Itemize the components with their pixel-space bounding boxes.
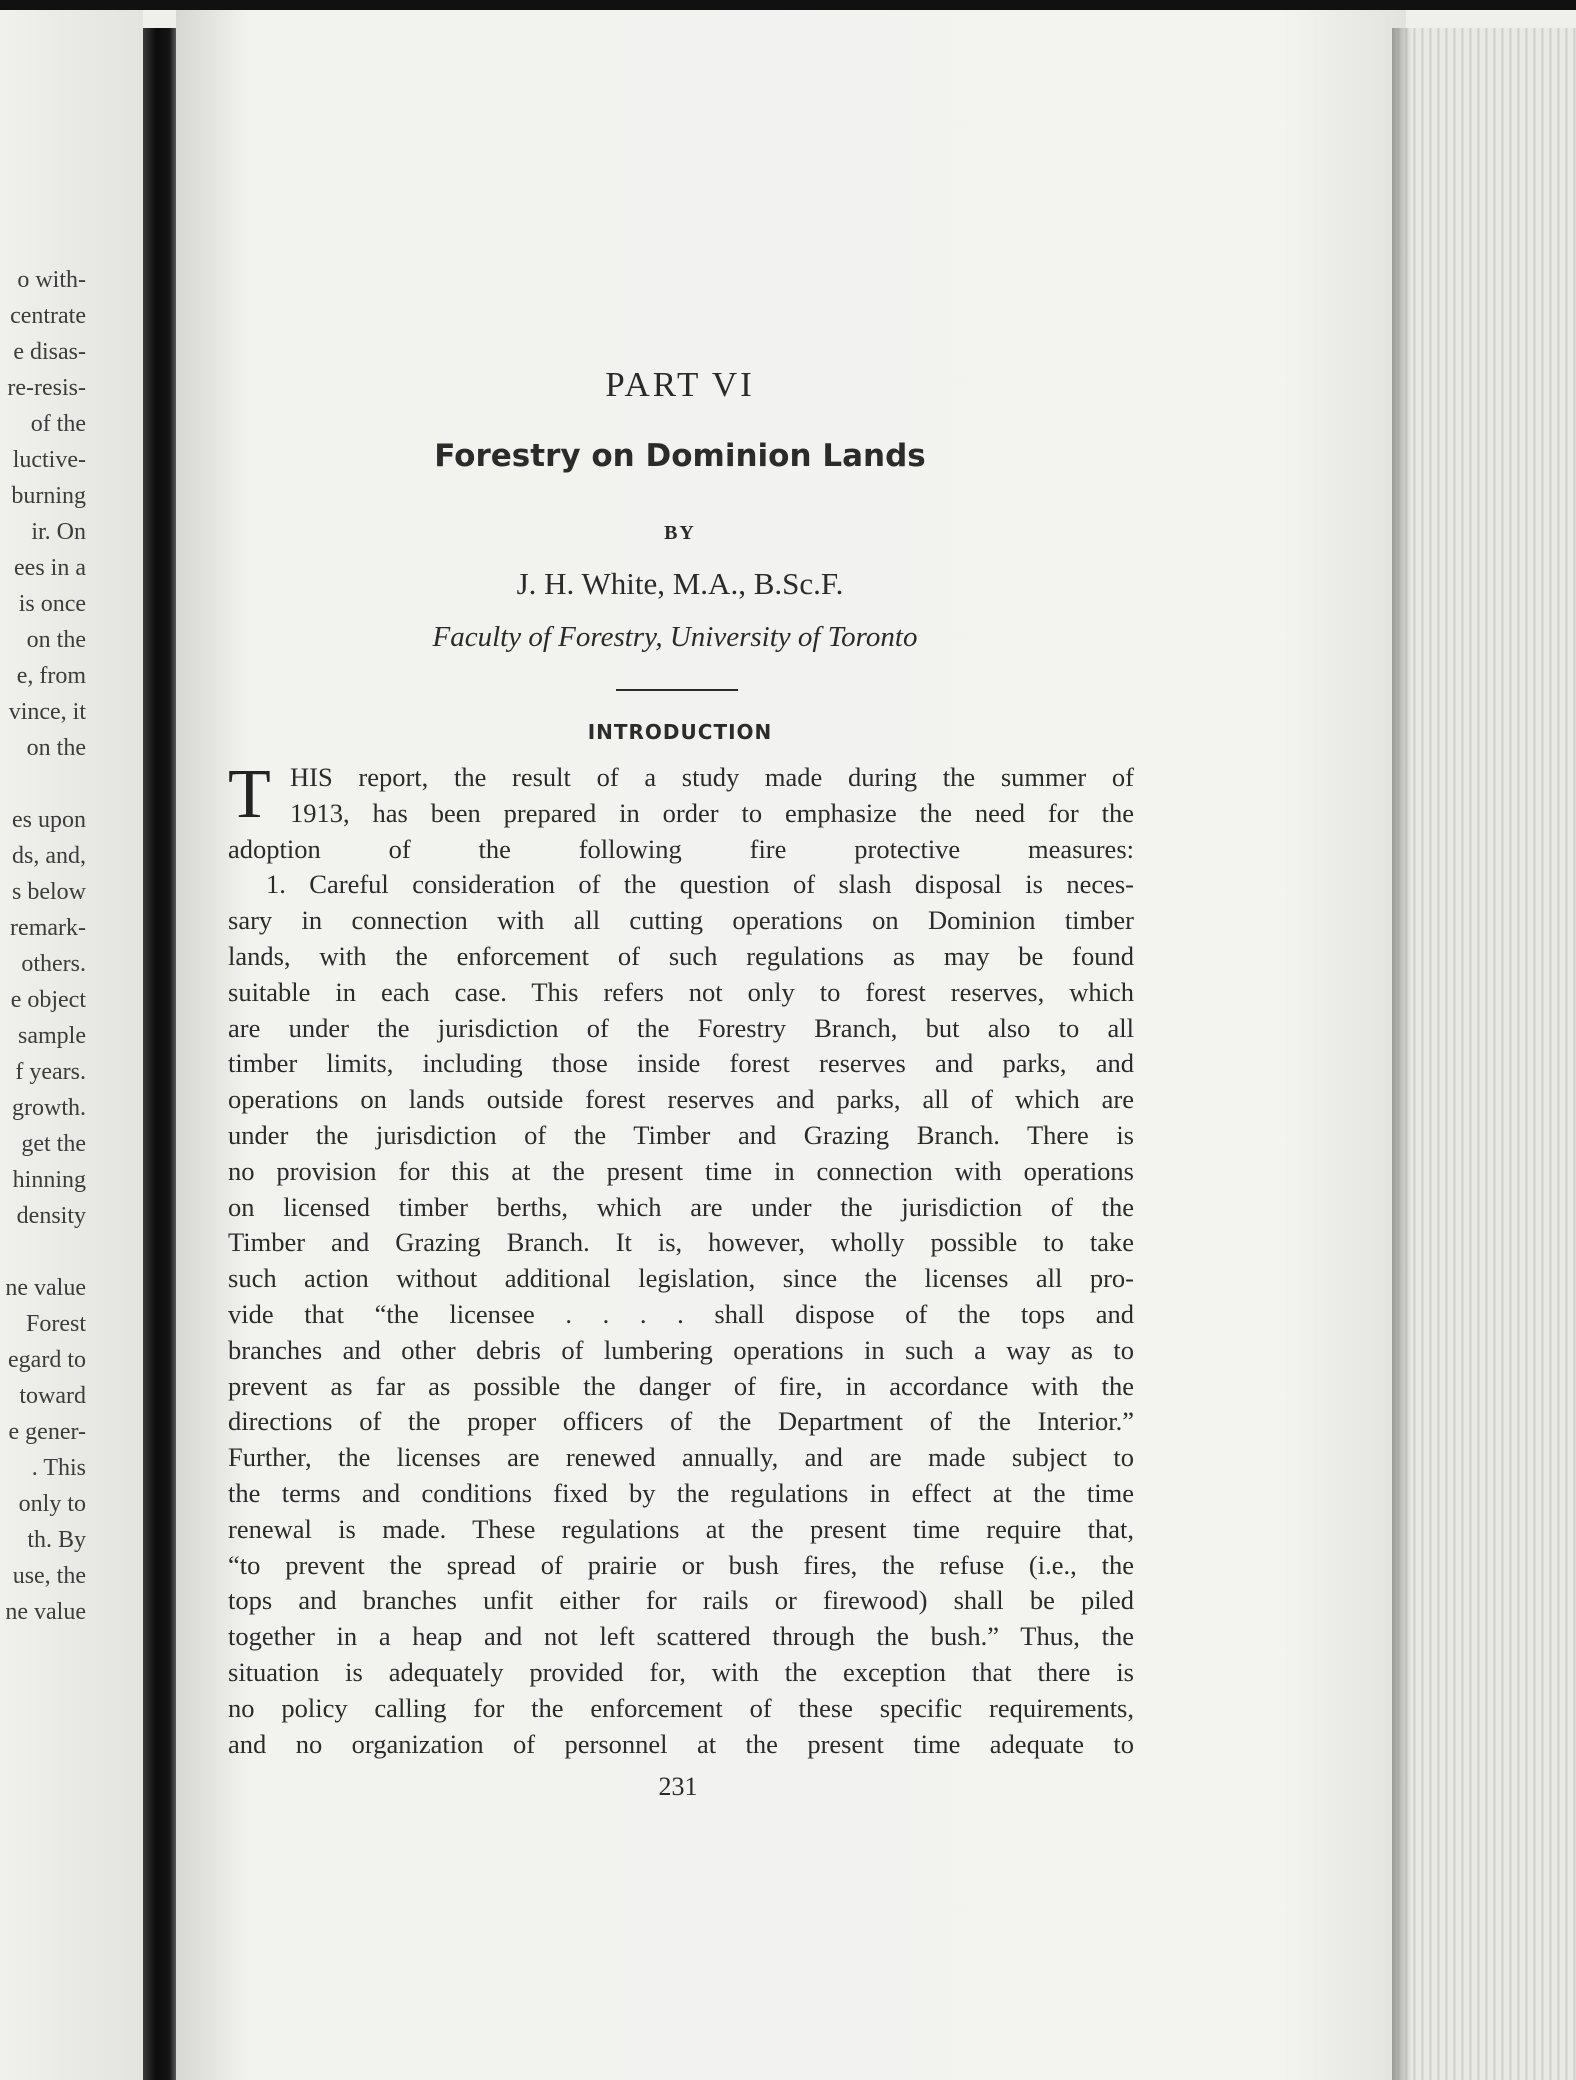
left-page-line: ne value: [5, 1275, 86, 1301]
body-line: HIS report, the result of a study made during the summer of: [290, 762, 1134, 792]
author-name: J. H. White, M.A., B.Sc.F.: [516, 566, 844, 601]
left-page-line: is once: [18, 591, 86, 617]
left-page-line: e object: [10, 987, 86, 1013]
page-number: 231: [658, 1772, 698, 1801]
body-line: 1. Careful consideration of the question of slash disposal is neces-: [266, 869, 1134, 900]
body-line: no provision for this at the present time in connection with operations: [228, 1155, 1134, 1186]
left-page-line: vince, it: [8, 699, 86, 725]
body-text: [228, 756, 1134, 1762]
body-line: timber limits, including those inside forest reserves and parks, and: [228, 1048, 1134, 1079]
section-heading: INTRODUCTION: [587, 720, 773, 744]
book-spine: [143, 28, 176, 2080]
left-page-line: luctive-: [12, 447, 86, 473]
left-page-line: burning: [11, 483, 86, 509]
left-page-line: o with-: [17, 267, 86, 293]
left-page-line: remark-: [10, 915, 86, 941]
left-page-line: on the: [26, 627, 86, 653]
body-line: renewal is made. These regulations at the present time require that,: [228, 1513, 1134, 1544]
body-line: on licensed timber berths, which are under the jurisdiction of the: [228, 1191, 1134, 1222]
left-page-line: es upon: [12, 807, 86, 833]
page-stack: [1392, 28, 1576, 2080]
left-page-line: s below: [12, 879, 86, 905]
left-page-line: growth.: [12, 1095, 86, 1121]
left-page-line: toward: [19, 1383, 86, 1409]
body-line: Further, the licenses are renewed annually, and are made subject to: [228, 1442, 1134, 1473]
body-line: operations on lands outside forest reserves and parks, all of which are: [228, 1084, 1134, 1115]
left-page-line: ir. On: [31, 519, 86, 545]
left-page-line: e gener-: [8, 1419, 86, 1445]
byline-label: BY: [664, 522, 696, 544]
body-line: under the jurisdiction of the Timber and Grazing Branch. There is: [228, 1119, 1134, 1150]
left-page-line: ees in a: [14, 555, 86, 581]
body-line: situation is adequately provided for, with the exception that there is: [228, 1656, 1134, 1687]
page-stack-shade: [1392, 28, 1412, 2080]
body-line: prevent as far as possible the danger of fire, in accordance with the: [228, 1370, 1134, 1401]
body-line: directions of the proper officers of the Department of the Interior.”: [228, 1406, 1134, 1437]
left-page-line: density: [16, 1203, 86, 1229]
left-page-line: th. By: [27, 1527, 86, 1553]
left-page-line: e, from: [16, 663, 86, 689]
body-line: 1913, has been prepared in order to emphasize the need for the: [290, 797, 1134, 828]
left-page-line: use, the: [12, 1563, 86, 1589]
left-page-line: f years.: [15, 1059, 86, 1085]
left-page-line: of the: [30, 411, 86, 437]
body-line: Timber and Grazing Branch. It is, however, wholly possible to take: [228, 1227, 1134, 1258]
body-line: adoption of the following fire protective measures:: [228, 833, 1134, 864]
left-page-line: e disas-: [13, 339, 86, 365]
drop-cap: T: [228, 756, 271, 833]
left-page-text: [0, 262, 86, 1630]
body-line: together in a heap and not left scattered through the bush.” Thus, the: [228, 1621, 1134, 1652]
left-page-line: . This: [31, 1455, 86, 1481]
left-page-line: hinning: [12, 1167, 86, 1193]
left-page-line: sample: [18, 1023, 86, 1049]
left-page-line: only to: [18, 1491, 86, 1517]
left-page-line: ds, and,: [12, 843, 86, 869]
part-title: PART VI: [605, 365, 755, 404]
left-page-line: re-resis-: [7, 375, 86, 401]
author-affiliation: Faculty of Forestry, University of Toronto: [432, 621, 918, 653]
left-page-line: get the: [21, 1131, 86, 1157]
left-page-line: on the: [26, 735, 86, 761]
left-page-line: ne value: [5, 1599, 86, 1625]
body-line: vide that “the licensee . . . . shall dispose of the tops and: [228, 1298, 1134, 1329]
left-page-line: [0, 766, 86, 802]
left-page-line: Forest: [26, 1311, 86, 1337]
body-line: such action without additional legislation, since the licenses all pro-: [228, 1263, 1134, 1294]
left-page-line: others.: [21, 951, 86, 977]
top-edge: [0, 0, 1576, 10]
body-line: tops and branches unfit either for rails or firewood) shall be piled: [228, 1585, 1134, 1616]
body-line: are under the jurisdiction of the Forestry Branch, but also to all: [228, 1012, 1134, 1043]
body-line: branches and other debris of lumbering operations in such a way as to: [228, 1334, 1134, 1365]
chapter-title: Forestry on Dominion Lands: [434, 438, 926, 474]
body-line: lands, with the enforcement of such regulations as may be found: [228, 940, 1134, 971]
body-line: the terms and conditions fixed by the regulations in effect at the time: [228, 1477, 1134, 1508]
body-line: and no organization of personnel at the present time adequate to: [228, 1728, 1134, 1759]
left-page-line: centrate: [10, 303, 86, 329]
body-line: no policy calling for the enforcement of these specific requirements,: [228, 1692, 1134, 1723]
body-line: “to prevent the spread of prairie or bush fires, the refuse (i.e., the: [228, 1549, 1134, 1580]
body-line: suitable in each case. This refers not only to forest reserves, which: [228, 976, 1134, 1007]
left-page-line: [0, 1234, 86, 1270]
left-page-line: egard to: [8, 1347, 86, 1373]
section-divider: [616, 689, 738, 691]
body-line: sary in connection with all cutting operations on Dominion timber: [228, 905, 1134, 936]
